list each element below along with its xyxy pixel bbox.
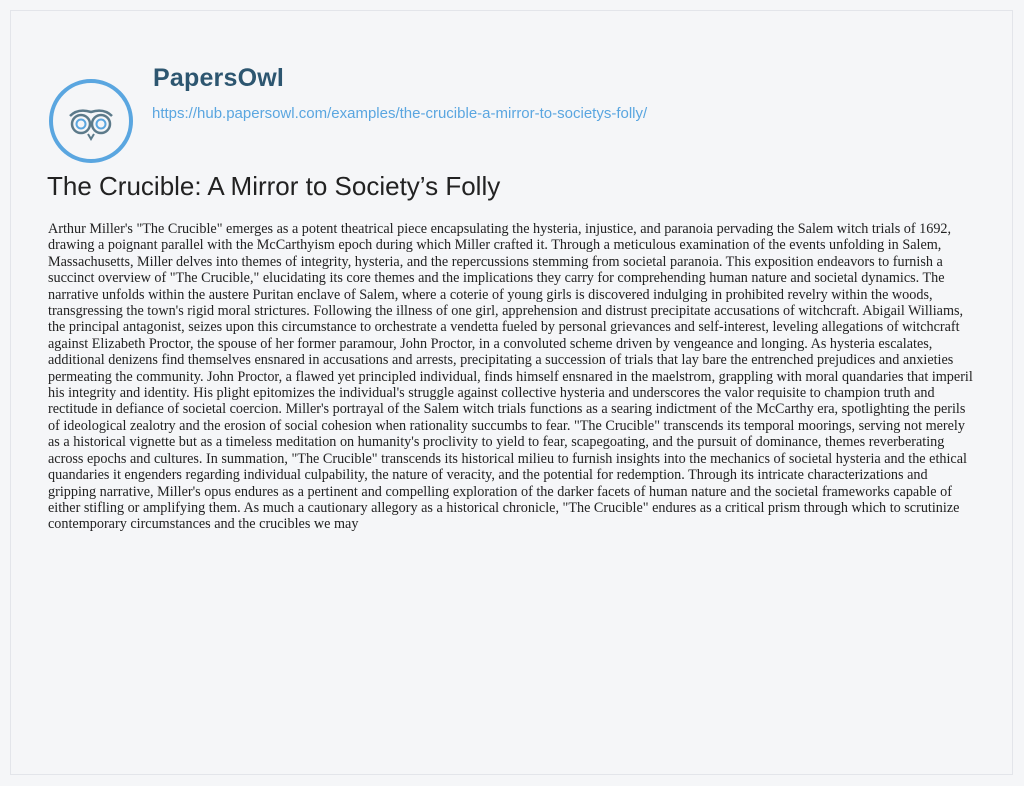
site-header	[48, 60, 948, 140]
brand-name: PapersOwl	[153, 64, 285, 92]
document-title: The Crucible: A Mirror to Society’s Folly	[47, 171, 501, 201]
source-url-link[interactable]: https://hub.papersowl.com/examples/the-crucible-a-mirror-to-societys-folly/	[152, 105, 648, 122]
owl-icon	[48, 78, 134, 164]
document-body: Arthur Miller's "The Crucible" emerges as a potent theatrical piece encapsulating the hysteria, injustice, and paranoia pervading the Salem witch trials of 1692, drawing a poignant parallel with the McCarthyism epoch during which Miller crafted it. Through a meticulous examination of the events unfolding in Salem, Massachusetts, Miller delves into themes of integrity, hysteria, and the repercussions stemming from societal paranoia. This exposition endeavors to furnish a succinct overview of "The Crucible," elucidating its core themes and the implications they carry for comprehending human nature and societal dynamics. The narrative unfolds within the austere Puritan enclave of Salem, where a coterie of young girls is discovered indulging in prohibited revelry within the woods, transgressing the town's rigid moral strictures. Following the illness of one girl, apprehension and distrust precipitate accusations of witchcraft. Abigail Williams, the principal antagonist, seizes upon this circumstance to orchestrate a vendetta fueled by personal grievances and self-interest, leveling allegations of witchcraft against Elizabeth Proctor, the spouse of her former paramour, John Proctor, in a convoluted scheme driven by vengeance and longing. As hysteria escalates, additional denizens find themselves ensnared in accusations and arrests, precipitating a succession of trials that lay bare the entrenched prejudices and anxieties permeating the community. John Proctor, a flawed yet principled individual, finds himself ensnared in the maelstrom, grappling with moral quandaries that imperil his integrity and identity. His plight epitomizes the individual's struggle against collective hysteria and underscores the valor requisite to champion truth and rectitude in defiance of societal coercion. Miller's portrayal of the Salem witch trials functions as a searing indictment of the McCarthy era, spotlighting the perils of ideological zealotry and the erosion of social cohesion when rationality succumbs to fear. "The Crucible" transcends its temporal moorings, serving not merely as a historical vignette but as a timeless meditation on humanity's proclivity to yield to fear, scapegoating, and the pursuit of dominance, themes reverberating across epochs and cultures. In summation, "The Crucible" transcends its historical milieu to furnish insights into the mechanics of societal hysteria and the ethical quandaries it engenders regarding individual culpability, the nature of veracity, and the potential for redemption. Through its intricate characterizations and gripping narrative, Miller's opus endures as a pertinent and compelling exploration of the darker facets of human nature and the societal frameworks capable of either stifling or amplifying them. As much a cautionary allegory as a historical chronicle, "The Crucible" endures as a critical prism through which to scrutinize contemporary circumstances and the crucibles we may	[48, 221, 973, 533]
